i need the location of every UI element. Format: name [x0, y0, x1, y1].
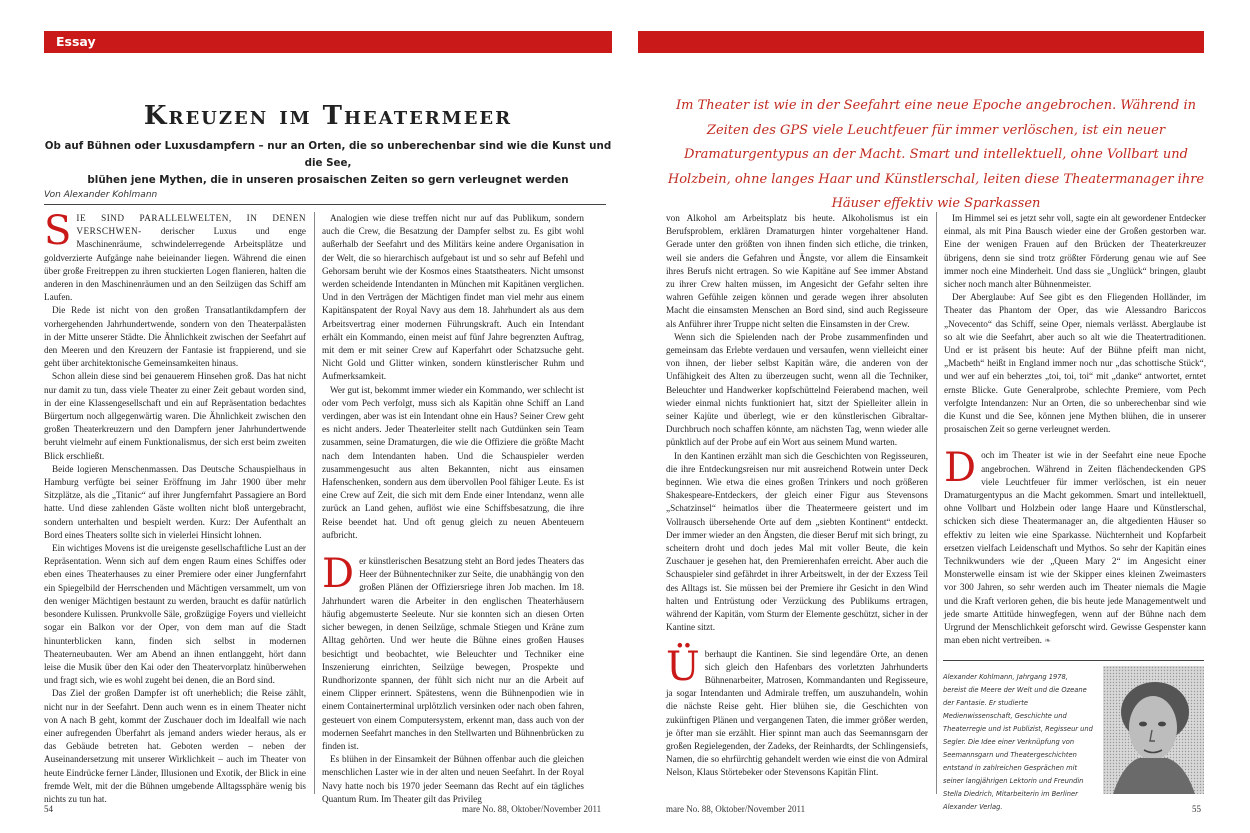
byline-rule — [44, 204, 606, 205]
column-3 — [666, 212, 928, 794]
paragraph: Analogien wie diese treffen nicht nur auf das Publikum, sondern auch die Crew, die Besatzung der Dampfer selbst zu. Es gibt wohl außerhalb der Seefahrt und des Militärs keine andere Organisation in der Welt, die so hierarchisch aufgebaut ist und so sehr auf Befehl und Gehorsam beruht wie der Kosmos eines Staatstheaters. Nicht umsonst werden scheidende Intendanten in München mit Kapitänen verglichen. Und in den Verträgen der Mächtigen findet man viel mehr aus einem Kapitänspatent der Royal Navy aus dem 18. Jahrhundert als aus dem Arbeitsvertrag einer modernen Führungskraft. Auch ein Intendant erhält ein Kommando, einen meist auf fünf Jahre begrenzten Auftrag, mit dem er mit seiner Crew auf Kaperfahrt oder Schatzsuche geht. Nicht Gold und Glitter winken, sondern künstlerischer Ruhm und Aufmerksamkeit. — [322, 213, 584, 382]
drop-cap: D — [322, 551, 355, 598]
paragraph: Die Rede ist nicht von den großen Transatlantikdampfern der vorhergehenden Jahrhundertwende, sondern von den Theaterpalästen in der Mitte unserer Städte. Die Ähnlichkeit zwischen der Seefahrt auf den Meeren und den Kreuzern der Fantasie ist frappierend, und sie geht über architektonische Gemeinsamkeiten hinaus. — [44, 305, 306, 369]
column-1 — [44, 208, 307, 804]
subtitle-line-1: Ob auf Bühnen oder Luxusdampfern – nur an Orten, die so unberechenbar sind wie die Kunst und die See, — [44, 140, 612, 169]
end-mark-icon: ❧ — [1044, 636, 1051, 646]
subtitle-line-2: blühen jene Mythen, die in unseren prosaischen Zeiten so gern verleugnet werden — [87, 174, 569, 186]
author-bio: Alexander Kohlmann, Jahrgang 1978, bereist die Meere der Welt und die Ozeane der Fantasie. Er studierte Medienwissenschaft, Geschichte und Theaterregie und ist Publizist, Regisseur und Segler. Die Idee einer Verknüpfung von Seemannsgarn und Theatergeschichten entstand in zahlreichen Gesprächen mit seiner langjährigen Lektorin und Freundin Stella Diedrich, Mitarbeiterin im Berliner Alexander Verlag. — [943, 673, 1093, 811]
issue-info-left: mare No. 88, Oktober/November 2011 — [462, 804, 602, 814]
bio-rule — [943, 660, 1204, 661]
paragraph: Ein wichtiges Movens ist die ureigenste gesellschaftliche Lust an der Repräsentation. Wenn sich auf dem engen Raum eines Schiffes oder eben eines Theaterhauses zu einer Premiere oder einer Jungfernfahrt ein Spiegelbild der Herrschenden und Mächtigen versammelt, um von den weniger Mächtigen bestaunt zu werden, braucht es dafür natürlich besondere Kulissen. Prunkvolle Säle, großzügige Foyers und vielleicht sogar ein Balkon vor der Oper, von dem man auf die Stadt hinunterblicken kann, finden sich selbst in modernen Theaterneubauten. Wer am Abend an ihnen entlanggeht, hört dann leise die Musik über den Kai oder den Theatervorplatz hinüberwehen und fragt sich, wie es wohl zugeht bei denen, die an Bord sind. — [44, 543, 306, 686]
drop-cap: D — [944, 445, 977, 492]
paragraph: In den Kantinen erzählt man sich die Geschichten von Regisseuren, die ihre Entdeckungsreisen nur mit ausreichend Rotwein unter Deck beginnen. Wie etwa die eines großen Trinkers und noch größeren Shakespeare-Entdeckers, der gleich einer Figur aus Stevensons „Schatzinsel“ heimatlos über die Theatermeere geistert und im Vollrausch übersehende Orte auf dem „siebten Kontinent“ entdeckt. Der immer wieder an den Ängsten, die dieser Beruf mit sich bringt, zu scheitern droht und doch jedes Mal mit voller Beute, die kein Zuschauer je gesehen hat, den Premierenhafen erreicht. Aber auch die Schauspieler sind gefährdet in ihrer Arbeitswelt, in der der Exzess Teil des Alltags ist. Sie müssen bei der Premiere ihr Gesicht in den Wind halten und Entrüstung oder Verzückung des Publikums ertragen, während der Kapitän, vom Sturm der Elemente geschützt, sicher in der Kantine sitzt. — [666, 450, 928, 633]
paragraph-text: er künstlerischen Besatzung steht an Bord jedes Theaters das Heer der Bühnentechniker zur Seite, die unabhängig von den großen Plänen der Offiziersriege ihren Job machen. Im 18. Jahrhundert waren die Arbeiter in den englischen Theaterhäusern häufig abgemusterte Seeleute. Nur sie konnten sich an diesen Orten sicher bewegen, in denen Seilzüge, schmale Stiegen und Kräne zum Alltag gehörten. Und wer heute die Bühne eines großen Hauses besichtigt und beobachtet, wie Beleuchter und Techniker eine Inszenierung einrichten, Seilzüge bewegen, Prospekte und Rundhorizonte spannen, der fühlt sich nicht nur an die Arbeit auf einem Clipper erinnert. Spätestens, wenn die Bühnenpodien wie in einem Containerterminal urplötzlich versinken oder nach oben fahren, gesteuert von einem Computersystem, erkennt man, dass auch von der modernen Seefahrt manches in den Stellwarten und Bühnenbrücken zu finden ist. — [322, 556, 584, 751]
pull-quote: Im Theater ist wie in der Seefahrt eine neue Epoche angebrochen. Während in Zeiten des GPS viele Leuchtfeuer für immer verlöschen, ist ein neuer Dramaturgentypus an der Macht. Smart und intellektuell, ohne Vollbart und Holzbein, ohne langes Haar und Künstlerschal, leiten diese Theatermanager ihre Häuser effektiv wie Sparkassen — [667, 98, 1205, 211]
paragraph-text: och im Theater ist wie in der Seefahrt eine neue Epoche angebrochen. Während in Zeiten flächendeckenden GPS viele Leuchtfeuer für immer verlöschen, ist ein neuer Dramaturgentypus an die Macht gekommen. Smart und intellektuell, ohne Vollbart und Holzbein oder lange Haare und Künstlerschal, schicken sich diese Theatermanager an, die altgedienten Häuser so effektiv zu leiten wie eine Sparkasse. Nüchternheit und Kopfarbeit ersetzen vielfach Leidenschaft und Mythos. So sehr der Kapitän eines Technikwunders wie der „Queen Mary 2“ im Angesicht einer Monsterwelle einsam ist wie der Skipper eines kleinen Zweimasters vor 300 Jahren, so sehr werden auch im Theater niemals die Magie und die Kraft verloren gehen, die bis heute jede Managementwelt und jede smarte Attitüde hinwegfegen, wenn auf der Bühne nach dem Urgrund der Menschlichkeit geforscht wird. Gewisse Gespenster kann man eben nicht vertreiben. — [944, 450, 1206, 646]
paragraph: Wenn sich die Spielenden nach der Probe zusammenfinden und gemeinsam das Erlebte verdauen und versaufen, wenn vielleicht einer von ihnen, der lieber selbst Kapitän wäre, die anderen von der Unfähigkeit des Alten zu überzeugen sucht, wenn all die Techniker, Beleuchter und Handwerker kopfschüttelnd Feierabend machen, weil wieder einmal nichts funktioniert hat, sitzt der Spielleiter allein in seiner Kajüte und überlegt, wie er den künstlerischen Gibraltar-Durchbruch noch schaffen könnte, am nächsten Tag, wenn wieder alle pünktlich auf der Probe auf ein Wort aus seinem Mund warten. — [666, 331, 928, 448]
byline: Von Alexander Kohlmann — [44, 190, 158, 200]
column-divider — [314, 212, 315, 794]
paragraph: Schon allein diese sind bei genauerem Hinsehen groß. Das hat nicht nur damit zu tun, dass viele Theater zu einer Zeit gebaut worden sind, in der eine Klassengesellschaft und ein auf Repräsentation bedachtes Bürgertum noch allgegenwärtig waren. Die Ähnlichkeit zwischen den großen Theaterkreuzern und den Dampfern jener Jahrhundertwende beruht vielmehr auf einem Funktionalismus, der sich erst beim zweiten Blick erschließt. — [44, 371, 306, 461]
column-4 — [944, 212, 1206, 652]
column-2 — [322, 212, 584, 804]
article-title: Kreuzen im Theatermeer — [143, 101, 513, 131]
paragraph: Im Himmel sei es jetzt sehr voll, sagte ein alt gewordener Entdecker einmal, als mit Pina Bausch wieder eine der Großen gestorben war. Eine der wenigen Frauen auf den Brücken der Theaterkreuzer übrigens, denn sie sind trotz größter Förderung genau wie auf See immer noch eine Minderheit. Und dass sie „Unglück“ bringen, glaubt sicher noch manch alter Bühnenmeister. — [944, 213, 1206, 290]
paragraph — [322, 551, 584, 753]
paragraph: Es blühen in der Einsamkeit der Bühnen offenbar auch die gleichen menschlichen Laster wie in der alten und neuen Seefahrt. In der Royal Navy hatte noch bis 1970 jeder Seemann das Recht auf ein tägliches Quantum Rum. Im Theater gilt das Privileg — [322, 754, 584, 804]
section-bar-left — [44, 31, 612, 53]
page-number-left: 54 — [44, 804, 53, 814]
drop-cap: Ü — [666, 643, 700, 690]
paragraph: Der Aberglaube: Auf See gibt es den Fliegenden Holländer, im Theater das Phantom der Oper, das wie Alessandro Bariccos „Novecento“ das Schiff, seine Oper, niemals verlässt. Aberglaube ist so alt wie die Seefahrt, aber auch so alt wie die Theatertraditionen. Und er ist präsent bis heute: Auf der Bühne pfeift man nicht, „Macbeth“ heißt in England immer noch nur „das schottische Stück“, und wer auf ein beherztes „toi, toi, toi“ mit „danke“ antwortet, erntet ernste Blicke. Gute Generalprobe, schlechte Premiere, vom Pech verfolgte Intendanzen: Nur an Orten, die so unberechenbar sind wie die Kunst und die See, können jene Mythen blühen, die in unserer prosaischen Zeit so gerne verleugnet werden. — [944, 292, 1206, 435]
paragraph: Beide logieren Menschenmassen. Das Deutsche Schauspielhaus in Hamburg verfügte bei seiner Eröffnung im Jahr 1900 über mehr Sitzplätze, als die „Titanic“ auf ihrer Jungfernfahrt Passagiere an Bord hatte. Und diese zahlenden Gäste wollten nicht bloß untergebracht, sondern unterhalten und bespielt werden. Kurz: Der Aufenthalt an Bord eines Theaters sollte sich in vielerlei Hinsicht lohnen. — [44, 463, 306, 540]
page-number-right: 55 — [1192, 804, 1201, 814]
article-subtitle — [44, 138, 612, 189]
column-divider — [936, 212, 937, 794]
section-bar-right — [638, 31, 1204, 53]
paragraph-text: derischer Luxus und enge Maschinenräume, schwindelerregende Arbeitsplätze und goldverzierte Aufgänge nahe beieinander liegen. Während die einen über große Freitreppen zu ihren stuckierten Logen flanieren, halten die anderen in den Maschinenräumen und an den Seilzügen das Schiff am Laufen. — [44, 226, 307, 303]
paragraph — [666, 643, 928, 780]
paragraph: Das Ziel der großen Dampfer ist oft unerheblich; die Reise zählt, nicht nur in der Seefahrt. Denn auch wenn es in einem Theater nicht von A nach B geht, kommt der Zuschauer doch im Idealfall wie nach einer aufregenden Überfahrt als jemand anders wieder heraus, als er das Gebäude betreten hat. Geboten werden – neben der Auseinandersetzung mit unserer Wirklichkeit – auch im Theater von heute Eindrücke ferner Länder, Illusionen und Exotik, der Blick in eine fremde Welt, mit der die Bühnen umgebende Alltagssphäre wenig bis nichts zu tun hat. — [44, 688, 306, 804]
section-label: Essay — [56, 34, 96, 49]
paragraph — [944, 445, 1206, 647]
paragraph — [44, 208, 307, 304]
drop-cap: S — [44, 208, 72, 254]
paragraph-text: berhaupt die Kantinen. Sie sind legendäre Orte, an denen sich gleich den Hafenbars des vorletzten Jahrhunderts Bühnenarbeiter, Matrosen, Kommandanten und Regisseure, ja sogar Intendanten und Admirale treffen, um auszuhandeln, wohin die nächste Reise geht. Hier blühen sie, die Geschichten von zukünftigen Plänen und vergangenen Taten, die immer größer werden, je öfter man sie erzählt. Hier spinnt man auch das Seemannsgarn der großen Regielegenden, der Zadeks, der Reinhardts, der Schlingensiefs, Namen, die so ehrfürchtig gehandelt werden wie einst die von Admiral Nelson, Klaus Störtebeker oder Stevensons Kapitän Flint. — [666, 648, 928, 778]
author-portrait — [1103, 666, 1204, 794]
paragraph: Wer gut ist, bekommt immer wieder ein Kommando, wer schlecht ist oder vom Pech verfolgt, muss sich als Kapitän ohne Schiff an Land verdingen, aber was ist ein Intendant ohne ein Haus? Seiner Crew geht es nicht anders. Jeder Theaterleiter stellt nach Gutdünken sein Team zusammen, seine Dramaturgen, die wie die Offiziere die größte Macht nach dem Intendanten haben. Und die Schauspieler werden zusammengesucht aus alten Bekannten, nicht aus einsamen Hafenschenken, sondern aus dem übervollen Pool fähiger Leute. Es ist eine Crew auf Zeit, die sich mit dem Ende einer Intendanz, wenn alle zurück an Land gehen, auflöst wie eine Schiffsbesatzung, die ihre Reise beendet hat. Und oft genug gleich zu neuen Abenteuern aufbricht. — [322, 384, 584, 540]
issue-info-right: mare No. 88, Oktober/November 2011 — [666, 804, 806, 814]
paragraph: von Alkohol am Arbeitsplatz bis heute. Alkoholismus ist ein Berufsproblem, erklären Dramaturgen hinter vorgehaltener Hand. Gerade unter den größten von ihnen finden sich etliche, die trinken, weil sie anders die Gefahren und Ängste, vor allem die Einsamkeit ihres Berufs nicht ertragen. So wie Kapitäne auf See immer Abstand zu ihrer Crew halten müssen, im Angesicht der Gefahr selten ihre wahren Gefühle zeigen können und gerade wegen ihrer absoluten Macht die einsamsten Menschen an Bord sind, sind auch Regisseure als Anführer ihrer Truppe nicht selten die Einsamsten in der Crew. — [666, 213, 928, 329]
lede-text: IE SIND PARALLELWELTEN, IN DENEN VERSCHWEN- — [76, 213, 306, 237]
